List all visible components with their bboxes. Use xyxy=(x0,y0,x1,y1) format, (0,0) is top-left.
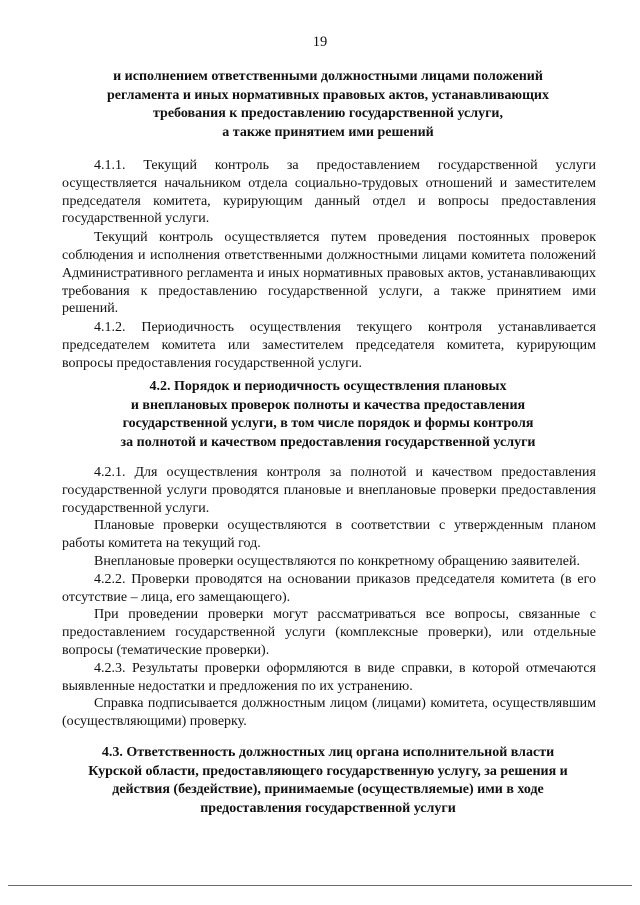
paragraph-4-1-2: 4.1.2. Периодичность осуществления текущего контроля устанавливается председателем комитета или заместителем председателя комитета, курирующим вопросы предоставления государственной услуги. xyxy=(62,320,596,371)
paragraph: Справка подписывается должностным лицом (лицами) комитета, осуществлявшим (осуществляющими) проверку. xyxy=(62,696,596,730)
heading-line: действия (бездействие), принимаемые (осуществляемые) ими в ходе xyxy=(112,782,544,797)
heading-line: за полнотой и качеством предоставления государственной услуги xyxy=(120,434,536,450)
heading-line: и исполнением ответственными должностными лицами положений xyxy=(113,69,543,84)
heading-line: 4.2. Порядок и периодичность осуществления плановых xyxy=(149,379,507,394)
heading-line: и внеплановых проверок полноты и качества предоставления xyxy=(130,397,526,413)
section-heading-4-2 xyxy=(60,378,596,452)
heading-line: Курской области, предоставляющего государственную услугу, за решения и xyxy=(88,763,568,779)
heading-line: требования к предоставлению государственной услуги, xyxy=(153,106,503,121)
section-4-2-body xyxy=(62,464,596,731)
page-number: 19 xyxy=(312,34,328,50)
paragraph: При проведении проверки могут рассматриваться все вопросы, связанные с предоставлением государственной услуги (комплексные проверки), или отдельные вопросы (тематические проверки). xyxy=(62,607,596,658)
page-bottom-divider xyxy=(8,885,632,886)
heading-line: регламента и иных нормативных правовых актов, устанавливающих xyxy=(107,87,549,103)
paragraph: Внеплановые проверки осуществляются по конкретному обращению заявителей. xyxy=(94,553,580,569)
heading-line: 4.3. Ответственность должностных лиц органа исполнительной власти xyxy=(101,745,555,760)
paragraph-4-2-3: 4.2.3. Результаты проверки оформляются в виде справки, в которой отмечаются выявленные недостатки и предложения по их устранению. xyxy=(62,660,596,694)
paragraph-4-2-1: 4.2.1. Для осуществления контроля за полнотой и качеством предоставления государственной услуги проводятся плановые и внеплановые проверки предоставления государственной услуги. xyxy=(62,465,596,516)
section-heading-4-1 xyxy=(60,68,596,142)
paragraph: Текущий контроль осуществляется путем проведения постоянных проверок соблюдения и исполнения ответственными должностными лицами комитета положений Административного регламента и иных нормативных правовых актов, устанавливающих требования к предоставлению государственной услуги, а также принятием ими решений. xyxy=(62,230,596,317)
paragraph: Плановые проверки осуществляются в соответствии с утвержденным планом работы комитета на текущий год. xyxy=(62,518,596,552)
heading-line: государственной услуги, в том числе порядок и формы контроля xyxy=(122,416,534,431)
section-4-1-body xyxy=(62,157,596,373)
heading-line: а также принятием ими решений xyxy=(222,124,434,140)
paragraph-4-1-1: 4.1.1. Текущий контроль за предоставлением государственной услуги осуществляется начальником отдела социально-трудовых отношений и заместителем председателя комитета, курирующим данный отдел и вопросы предоставления государственной услуги. xyxy=(62,158,596,227)
paragraph-4-2-2: 4.2.2. Проверки проводятся на основании приказов председателя комитета (в его отсутствие – лица, его замещающего). xyxy=(62,571,596,605)
heading-line: предоставления государственной услуги xyxy=(200,800,456,816)
section-heading-4-3 xyxy=(60,744,596,818)
